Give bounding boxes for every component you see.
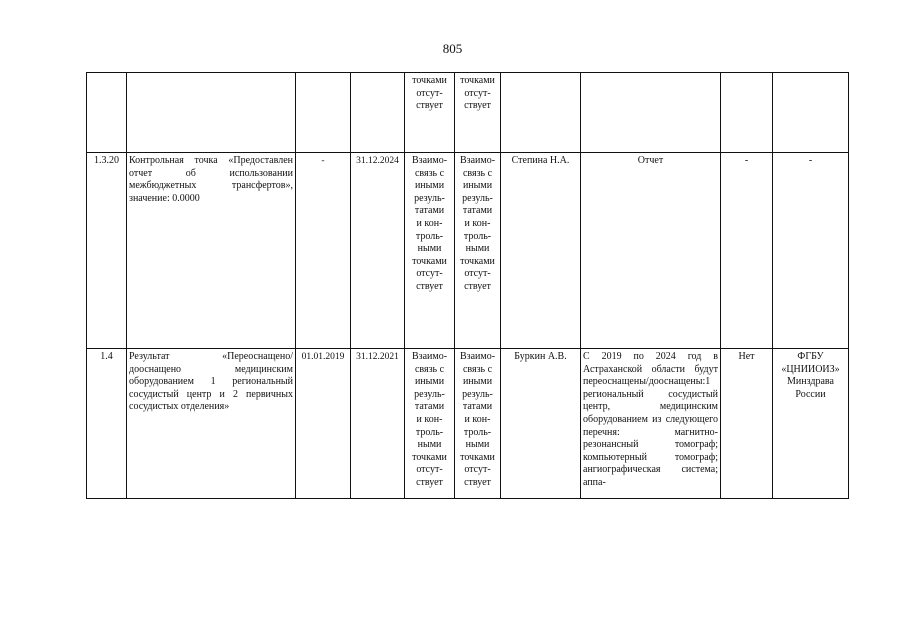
cell-line: связь с xyxy=(414,363,445,375)
plan-table xyxy=(86,72,849,499)
page-number: 805 xyxy=(442,41,463,56)
cell-end-date: 31.12.2021 xyxy=(351,349,405,499)
cell-line: резуль- xyxy=(462,192,493,204)
cell-end-date xyxy=(351,73,405,153)
cell-line: связь с xyxy=(462,167,493,179)
cell-line: точками xyxy=(460,451,495,463)
cell-line: резуль- xyxy=(462,388,493,400)
cell-name: Контрольная точка «Предоставлен отчет об использовании межбюджетных трансфертов», значение: 0.0000 xyxy=(127,153,296,349)
cell-line: троль- xyxy=(415,230,444,242)
cell-line: резуль- xyxy=(414,388,445,400)
cell-line: ствует xyxy=(464,280,491,292)
cell-line: Взаимо- xyxy=(459,155,496,166)
cell-line: связь с xyxy=(462,363,493,375)
cell-line: точками xyxy=(412,451,447,463)
cell-line: отсут- xyxy=(464,87,491,99)
cell-line: ствует xyxy=(416,476,443,488)
cell-name: Результат «Переоснащено/дооснащено медицинским оборудованием 1 региональный сосудистый центр и 2 первичных сосудистых отделения» xyxy=(127,349,296,499)
cell-start-date xyxy=(296,73,351,153)
cell-line: резуль- xyxy=(414,192,445,204)
cell-line: и кон- xyxy=(416,413,443,425)
cell-result xyxy=(581,73,721,153)
cell-line: России xyxy=(795,388,826,400)
cell-line: и кон- xyxy=(464,413,491,425)
cell-line: троль- xyxy=(463,230,492,242)
cell-line: ными xyxy=(465,439,490,451)
cell-result: С 2019 по 2024 год в Астраханской области будут переоснащены/дооснащены:1 региональный сосудистый центр, медицинским оборудованием из следующего перечня: магнитно-резонансный томограф; компьютерный томограф; ангиографическая система; аппа- xyxy=(581,349,721,499)
cell-line: ными xyxy=(417,243,442,255)
cell-responsible: Степина Н.А. xyxy=(501,153,581,349)
cell-line: ствует xyxy=(464,476,491,488)
cell-line: ствует xyxy=(464,100,491,112)
table-row xyxy=(87,73,849,153)
cell-line: отсут- xyxy=(464,464,491,476)
cell-flag: Нет xyxy=(721,349,773,499)
cell-line: иными xyxy=(414,376,445,388)
cell-line: ФГБУ xyxy=(797,351,824,362)
cell-line: татами xyxy=(414,205,445,217)
table-row xyxy=(87,349,849,499)
cell-start-date: 01.01.2019 xyxy=(296,349,351,499)
table-row xyxy=(87,153,849,349)
cell-line: связь с xyxy=(414,167,445,179)
cell-next-links xyxy=(455,349,501,499)
cell-line: точками xyxy=(460,75,495,86)
cell-prev-links xyxy=(405,73,455,153)
cell-line: отсут- xyxy=(464,268,491,280)
cell-line: отсут- xyxy=(416,87,443,99)
cell-line: точками xyxy=(412,255,447,267)
cell-line: иными xyxy=(462,376,493,388)
cell-line: ными xyxy=(465,243,490,255)
cell-line: Взаимо- xyxy=(411,155,448,166)
cell-flag xyxy=(721,73,773,153)
cell-line: татами xyxy=(414,401,445,413)
cell-line: и кон- xyxy=(464,217,491,229)
cell-line: отсут- xyxy=(416,464,443,476)
cell-line: Взаимо- xyxy=(459,351,496,362)
cell-flag: - xyxy=(721,153,773,349)
cell-responsible: Буркин А.В. xyxy=(501,349,581,499)
cell-line: Взаимо- xyxy=(411,351,448,362)
cell-line: татами xyxy=(462,401,493,413)
cell-org xyxy=(773,73,849,153)
cell-line: «ЦНИИОИЗ» xyxy=(781,363,840,375)
cell-line: точками xyxy=(460,255,495,267)
cell-line: ствует xyxy=(416,280,443,292)
cell-line: иными xyxy=(414,180,445,192)
cell-prev-links xyxy=(405,153,455,349)
cell-responsible xyxy=(501,73,581,153)
cell-line: отсут- xyxy=(416,268,443,280)
cell-prev-links xyxy=(405,349,455,499)
cell-end-date: 31.12.2024 xyxy=(351,153,405,349)
cell-number: 1.3.20 xyxy=(87,153,127,349)
cell-line: татами xyxy=(462,205,493,217)
cell-number xyxy=(87,73,127,153)
cell-line: точками xyxy=(412,75,447,86)
cell-next-links xyxy=(455,73,501,153)
cell-name xyxy=(127,73,296,153)
cell-org: - xyxy=(773,153,849,349)
cell-start-date: - xyxy=(296,153,351,349)
cell-number: 1.4 xyxy=(87,349,127,499)
cell-line: иными xyxy=(462,180,493,192)
cell-line: троль- xyxy=(415,426,444,438)
cell-next-links xyxy=(455,153,501,349)
cell-line: Минздрава xyxy=(787,376,834,388)
cell-line: ствует xyxy=(416,100,443,112)
cell-line: ными xyxy=(417,439,442,451)
cell-line: троль- xyxy=(463,426,492,438)
cell-result: Отчет xyxy=(581,153,721,349)
cell-line: и кон- xyxy=(416,217,443,229)
cell-org xyxy=(773,349,849,499)
